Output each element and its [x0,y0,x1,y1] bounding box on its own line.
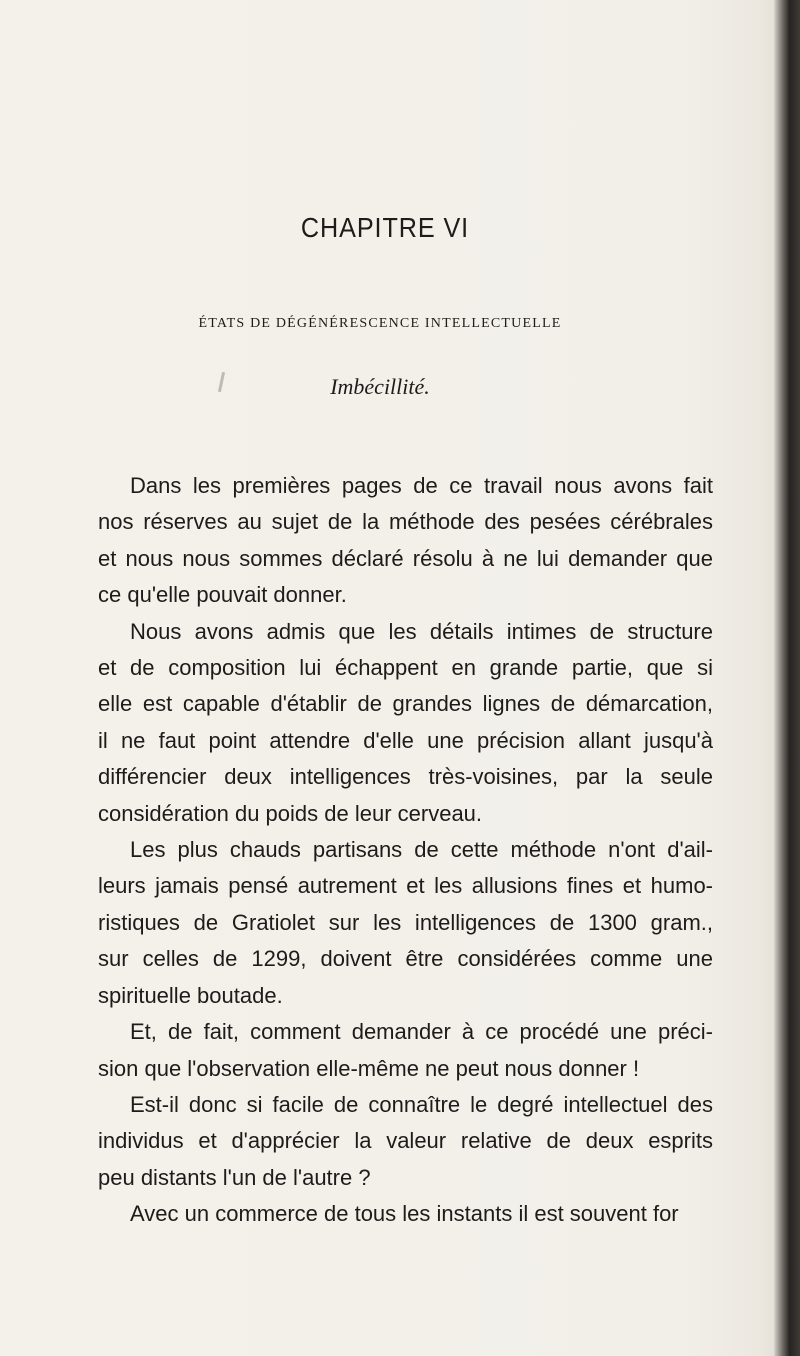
paragraph [98,832,713,1014]
text-line: peu distants l'un de l'autre ? [98,1164,371,1190]
paragraph [98,1014,713,1087]
section-title: ÉTATS DE DÉGÉNÉRESCENCE INTELLECTUELLE [198,316,562,331]
chapter-title: CHAPITRE VI [300,212,470,243]
text-line: nos réserves au sujet de la méthode des pesées cérébrales [98,509,713,535]
paragraph [98,1087,713,1196]
text-line: et nous nous sommes déclaré résolu à ne lui demander que [98,545,713,571]
text-line: Est-il donc si facile de connaître le degré intellectuel des [130,1091,713,1117]
page-edge-shadow [774,0,800,1356]
section-subtitle: Imbécillité. [330,374,430,399]
text-line: individus et d'apprécier la valeur relative de deux esprits [98,1128,713,1154]
text-line: leurs jamais pensé autrement et les allusions fines et humo- [98,873,713,899]
text-line: Nous avons admis que les détails intimes de structure [130,618,713,644]
text-line: sion que l'observation elle-même ne peut nous donner ! [98,1055,640,1081]
paragraph [98,1196,713,1232]
text-line: Les plus chauds partisans de cette méthode n'ont d'ail- [130,837,713,863]
text-line: Et, de fait, comment demander à ce procédé une préci- [130,1019,713,1045]
body-text [98,468,713,1233]
text-line: différencier deux intelligences très-voisines, par la seule [98,764,713,790]
text-line: Dans les premières pages de ce travail nous avons fait [130,473,713,498]
text-line: considération du poids de leur cerveau. [98,800,483,826]
text-line: ristiques de Gratiolet sur les intelligences de 1300 gram., [98,909,713,935]
text-line: sur celles de 1299, doivent être considérées comme une [98,946,713,972]
paragraph [98,614,713,832]
text-line: Avec un commerce de tous les instants il est souvent for [130,1201,679,1227]
text-line: et de composition lui échappent en grande partie, que si [98,655,713,681]
text-line: elle est capable d'établir de grandes lignes de démarcation, [98,691,713,717]
text-line: ce qu'elle pouvait donner. [98,582,347,608]
paragraph [98,468,713,614]
text-line: spirituelle boutade. [98,982,283,1008]
text-line: il ne faut point attendre d'elle une précision allant jusqu'à [98,727,713,753]
